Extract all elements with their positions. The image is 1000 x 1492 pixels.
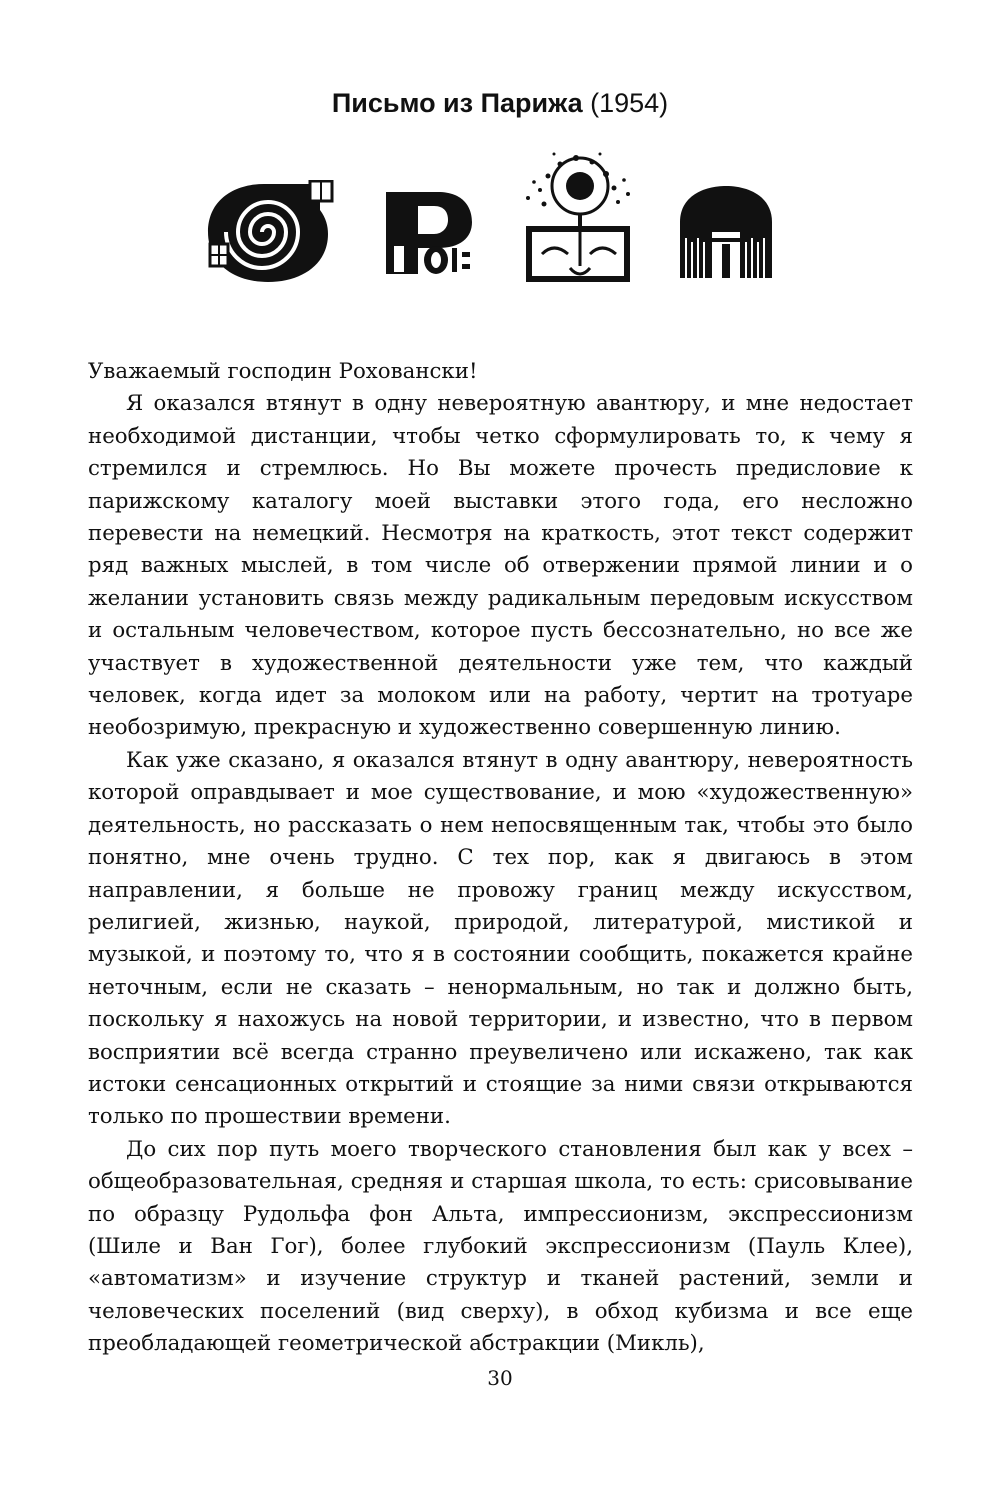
spiral-house-icon [202, 180, 342, 285]
salutation: Уважаемый господин Роховански! [88, 359, 478, 384]
page-number: 30 [487, 1366, 513, 1390]
page-title [0, 88, 1000, 119]
monogram-icon [380, 188, 480, 278]
sun-flower-face-icon [520, 150, 638, 286]
paragraph: Как уже сказано, я оказался втянут в одну авантюру, невероятность которой оправдывает и мое существование, и мою «художественную» деятельность, но рассказать о нем непосвященным так, чтобы это было понятно, мне очень трудно. С тех пор, как я двигаюсь в этом направлении, я больше не провожу границ между искусством, религией, жизнью, наукой, природой, литературой, мистикой и музыкой, и поэтому то, что я в состоянии сообщить, покажется крайне неточным, если не сказать – ненормальным, но так и должно быть, поскольку я нахожусь на новой территории, и известно, что в первом восприятии всё всегда странно преувеличено или искажено, так как истоки сенсационных открытий и стоящие за ними связи открываются только по прошествии времени. [88, 747, 913, 1130]
title-year: (1954) [590, 88, 669, 118]
dome-house-icon [676, 182, 776, 282]
paragraph: До сих пор путь моего творческого становления был как у всех – общеобразовательная, средняя и старшая школа, то есть: срисовывание по образцу Рудольфа фон Альта, импрессионизм, экспрессионизм (Шиле и Ван Гог), более глубокий экспрессионизм (Пауль Клее), «автоматизм» и изучение структур и тканей растений, земли и человеческих поселений (вид сверху), в обход кубизма и все еще преобладающей геометрической абстракции (Микль), [88, 1136, 913, 1357]
paragraph: Я оказался втянут в одну невероятную авантюру, и мне недостает необходимой дистанции, чтобы четко сформулировать то, к чему я стремился и стремлюсь. Но Вы можете прочесть предисловие к парижскому каталогу моей выставки этого года, его несложно перевести на немецкий. Несмотря на краткость, этот текст содержит ряд важных мыслей, в том числе об отвержении прямой линии и о желании установить связь между радикальным передовым искусством и остальным человечеством, которое пусть бессознательно, но все же участвует в художественной деятельности уже тем, что каждый человек, когда идет за молоком или на работу, чертит на тротуаре необозримую, прекрасную и художественно совершенную линию. [88, 391, 913, 741]
title-text: Письмо из Парижа [331, 88, 583, 118]
letter-body [88, 356, 913, 1361]
illustration-strip [0, 150, 1000, 290]
